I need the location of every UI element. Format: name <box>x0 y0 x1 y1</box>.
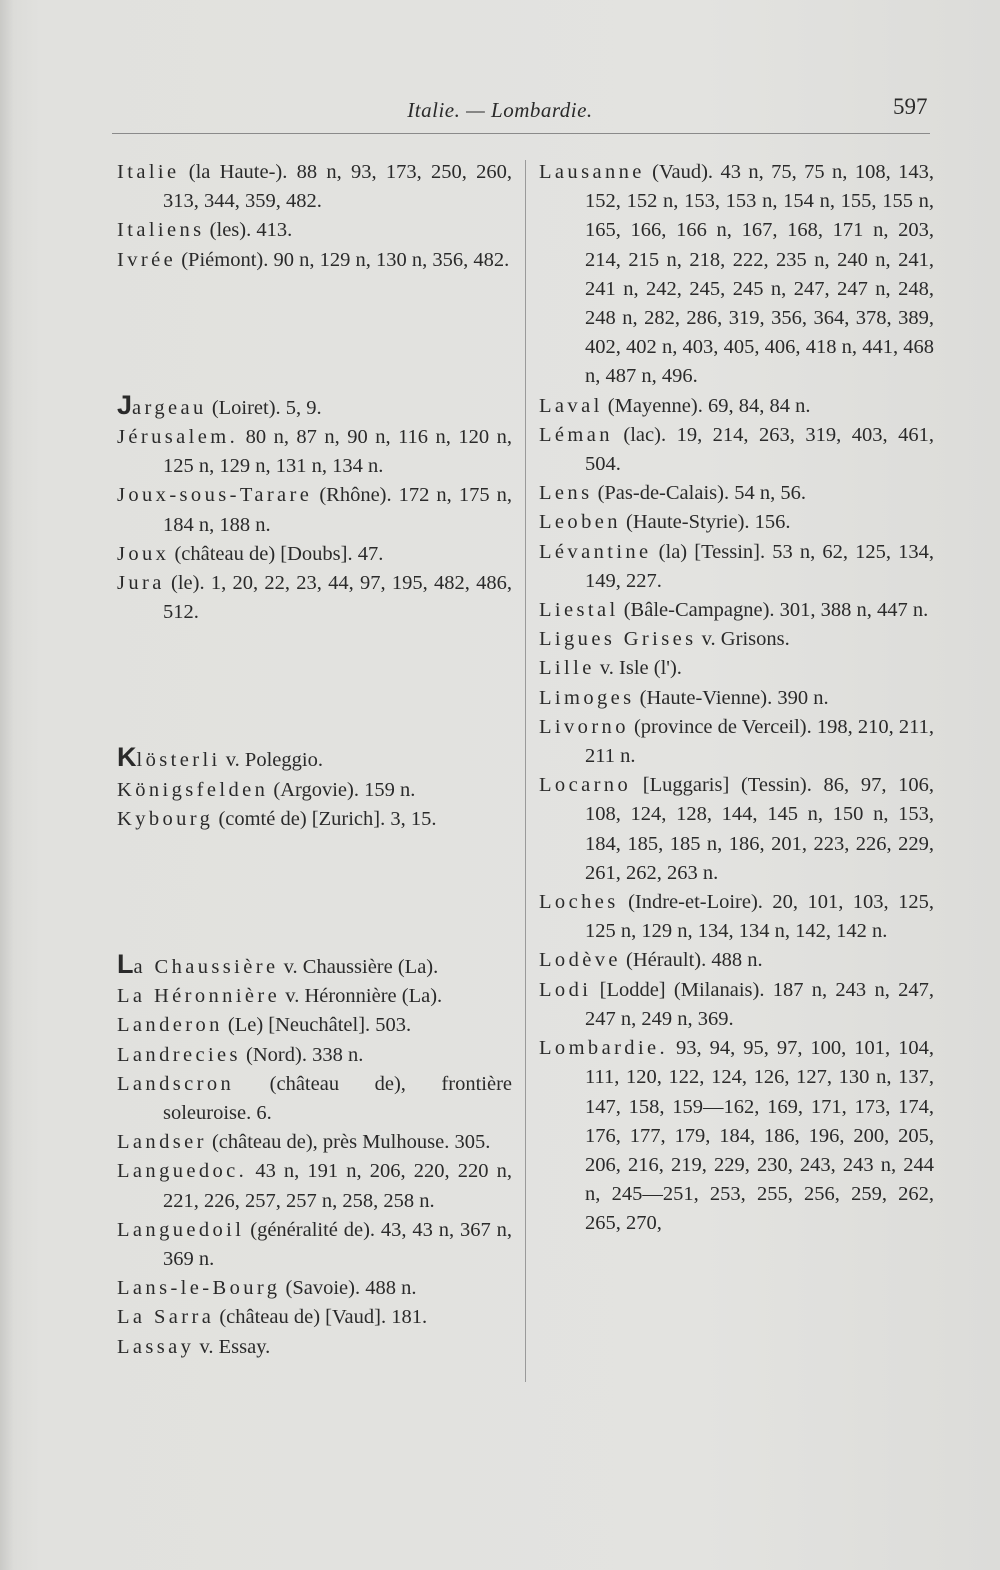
index-entry: Ligues Grises v. Grisons. <box>539 628 790 651</box>
index-entry: Lodi [Lodde] (Milanais). 187 n, 243 n, 247, 247 n, 249 n, 369. <box>539 978 934 1030</box>
index-entry: La Chaussière v. Chaussière (La). <box>117 949 439 980</box>
index-entry: Lombardie. 93, 94, 95, 97, 100, 101, 104, 111, 120, 122, 124, 126, 127, 130 n, 137, 147, 158, 159—162, 169, 171, 173, 174, 176, 177, 179, 184, 186, 196, 200, 205, 206, 216, 219, 229, 230, 243, 243 n, 244 n, 245—251, 253, 255, 256, 259, 262, 265, 270, <box>539 1037 934 1235</box>
index-entry: Klösterli v. Poleggio. <box>117 742 323 773</box>
index-entry: Lille v. Isle (l'). <box>539 657 682 680</box>
index-entry: Landrecies (Nord). 338 n. <box>117 1043 364 1066</box>
index-entry: Liestal (Bâle-Campagne). 301, 388 n, 447 n. <box>539 599 929 622</box>
section-initial: L <box>117 949 134 980</box>
index-entry: Lévantine (la) [Tessin]. 53 n, 62, 125, 134, 149, 227. <box>539 540 934 592</box>
index-entry: Ivrée (Piémont). 90 n, 129 n, 130 n, 356, 482. <box>117 248 510 271</box>
left-column <box>117 158 512 1362</box>
page-number: 597 <box>893 94 928 119</box>
index-entry: Lens (Pas-de-Calais). 54 n, 56. <box>539 482 806 505</box>
index-entry: Joux (château de) [Doubs]. 47. <box>117 542 384 565</box>
index-entry: Italiens (les). 413. <box>117 219 293 242</box>
index-entry: Jérusalem. 80 n, 87 n, 90 n, 116 n, 120 n, 125 n, 129 n, 131 n, 134 n. <box>117 426 512 478</box>
index-entry: Leoben (Haute-Styrie). 156. <box>539 511 791 534</box>
column-divider <box>525 160 526 1382</box>
index-entry: La Héronnière v. Héronnière (La). <box>117 985 443 1008</box>
index-entry: Lausanne (Vaud). 43 n, 75, 75 n, 108, 143, 152, 152 n, 153, 153 n, 154 n, 155, 155 n, 165, 166, 166 n, 167, 168, 171 n, 203, 214, 215 n, 218, 222, 235 n, 240 n, 241, 241 n, 242, 245, 245 n, 247, 247 n, 248, 248 n, 282, 286, 319, 356, 364, 378, 389, 402, 402 n, 403, 405, 406, 418 n, 441, 468 n, 487 n, 496. <box>539 161 934 388</box>
index-entry: Königsfelden (Argovie). 159 n. <box>117 778 416 801</box>
index-entry: Lans-le-Bourg (Savoie). 488 n. <box>117 1277 417 1300</box>
index-entry: Locarno [Luggaris] (Tessin). 86, 97, 106, 108, 124, 128, 144, 145 n, 150 n, 153, 184, 185, 185 n, 186, 201, 223, 226, 229, 261, 262, 263 n. <box>539 774 934 884</box>
section-initial: K <box>117 742 137 773</box>
index-entry: Jargeau (Loiret). 5, 9. <box>117 389 322 420</box>
right-column <box>539 158 934 1239</box>
index-entry: Languedoc. 43 n, 191 n, 206, 220, 220 n, 221, 226, 257, 257 n, 258, 258 n. <box>117 1160 512 1212</box>
index-entry: Laval (Mayenne). 69, 84, 84 n. <box>539 394 811 417</box>
index-entry: Kybourg (comté de) [Zurich]. 3, 15. <box>117 807 437 830</box>
index-entry: Languedoil (généralité de). 43, 43 n, 367 n, 369 n. <box>117 1218 512 1271</box>
index-entry: Lodève (Hérault). 488 n. <box>539 949 763 972</box>
index-entry: Léman (lac). 19, 214, 263, 319, 403, 461, 504. <box>539 423 934 476</box>
header-rule <box>112 133 930 134</box>
section-gap <box>117 275 512 391</box>
index-entry: Landscron (château de), frontière soleuroise. 6. <box>117 1072 512 1125</box>
index-entry: La Sarra (château de) [Vaud]. 181. <box>117 1306 428 1329</box>
section-initial: J <box>117 389 133 420</box>
section-gap <box>117 834 512 950</box>
index-entry: Loches (Indre-et-Loire). 20, 101, 103, 125, 125 n, 129 n, 134, 134 n, 142, 142 n. <box>539 891 934 943</box>
index-entry: Limoges (Haute-Vienne). 390 n. <box>539 686 829 709</box>
index-entry: Landser (château de), près Mulhouse. 305. <box>117 1131 491 1154</box>
index-entry: Livorno (province de Verceil). 198, 210, 211, 211 n. <box>539 715 934 768</box>
section-gap <box>117 627 512 743</box>
index-entry: Italie (la Haute-). 88 n, 93, 173, 250, 260, 313, 344, 359, 482. <box>117 161 512 213</box>
index-entry: Jura (le). 1, 20, 22, 23, 44, 97, 195, 482, 486, 512. <box>117 572 512 624</box>
running-header: Italie. — Lombardie. <box>407 98 593 122</box>
index-entry: Joux-sous-Tarare (Rhône). 172 n, 175 n, 184 n, 188 n. <box>117 484 512 536</box>
index-entry: Landeron (Le) [Neuchâtel]. 503. <box>117 1014 412 1037</box>
index-entry: Lassay v. Essay. <box>117 1335 271 1358</box>
